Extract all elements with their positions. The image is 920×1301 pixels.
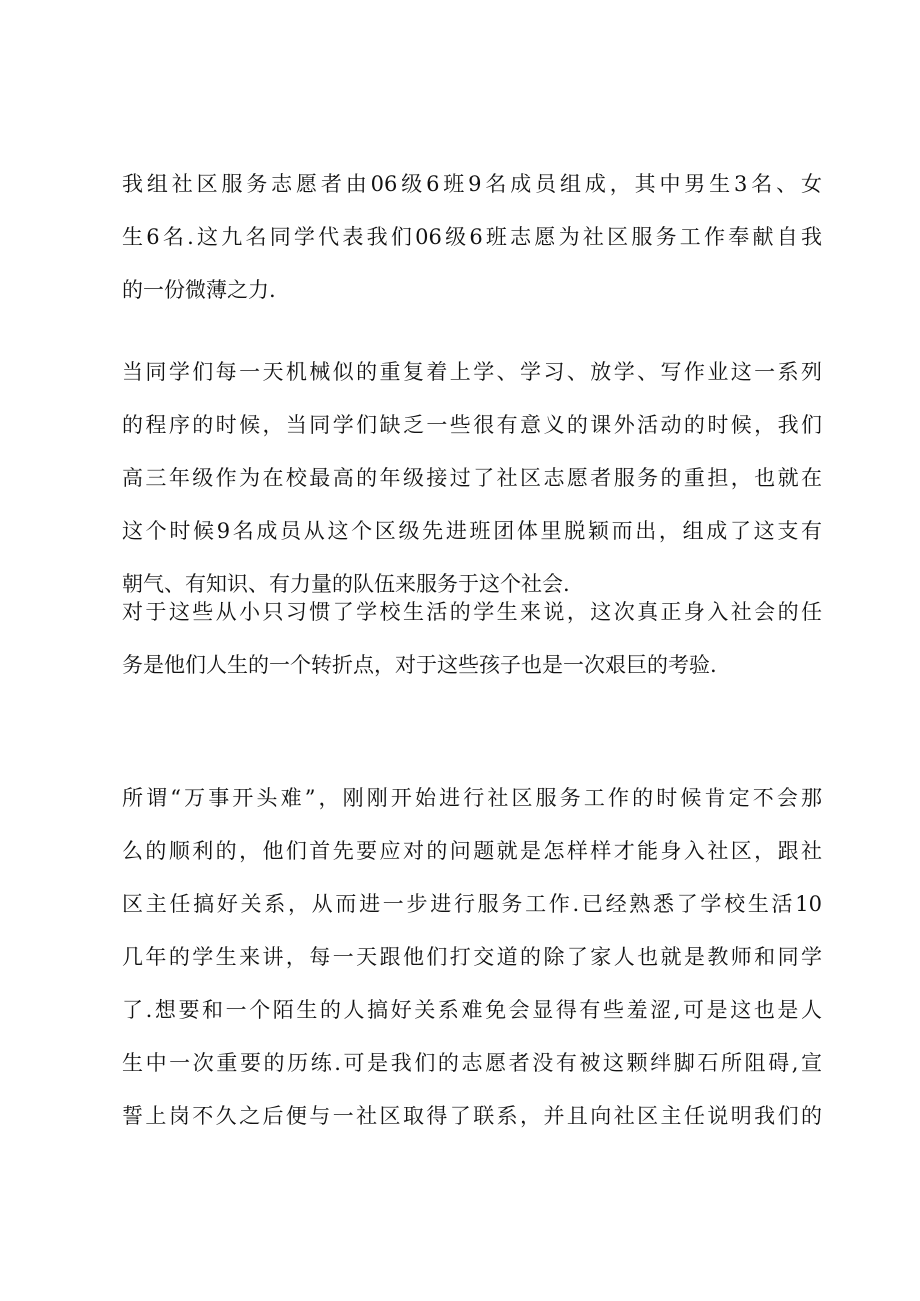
paragraph-1 [122, 158, 822, 317]
text-line: 务是他们人生的一个转折点，对于这些孩子也是一次艰巨的考验. [122, 653, 717, 677]
text-line: 的一份微薄之力. [122, 278, 276, 302]
paragraph-3 [122, 586, 822, 692]
text-line: 对于这些从小只习惯了学校生活的学生来说，这次真正身入社会的任 [122, 600, 822, 624]
text-line: 誓上岗不久之后便与一社区取得了联系，并且向社区主任说明我们的 [122, 1104, 822, 1128]
text-line: 这个时候9名成员从这个区级先进班团体里脱颖而出，组成了这支有 [122, 519, 822, 543]
text-line: 么的顺利的，他们首先要应对的问题就是怎样样才能身入社区，跟社 [122, 839, 822, 863]
text-line: 所谓“万事开头难”，刚刚开始进行社区服务工作的时候肯定不会那 [122, 786, 822, 810]
text-line: 几年的学生来讲，每一天跟他们打交道的除了家人也就是教师和同学 [122, 945, 822, 969]
text-line: 我组社区服务志愿者由06级6班9名成员组成，其中男生3名、女 [122, 172, 822, 196]
text-line: 了.想要和一个陌生的人搞好关系难免会显得有些羞涩,可是这也是人 [122, 998, 822, 1022]
text-line: 的程序的时候，当同学们缺乏一些很有意义的课外活动的时候，我们 [122, 413, 822, 437]
text-line: 当同学们每一天机械似的重复着上学、学习、放学、写作业这一系列 [122, 360, 822, 384]
text-line: 朝气、有知识、有力量的队伍来服务于这个社会. [122, 572, 570, 596]
paragraph-4 [122, 772, 822, 1143]
text-line: 区主任搞好关系，从而进一步进行服务工作.已经熟悉了学校生活10 [122, 892, 822, 916]
paragraph-2 [122, 346, 822, 611]
text-line: 生6名.这九名同学代表我们06级6班志愿为社区服务工作奉献自我 [122, 225, 822, 249]
text-line: 生中一次重要的历练.可是我们的志愿者没有被这颗绊脚石所阻碍,宣 [122, 1051, 822, 1075]
text-line: 高三年级作为在校最高的年级接过了社区志愿者服务的重担，也就在 [122, 466, 822, 490]
